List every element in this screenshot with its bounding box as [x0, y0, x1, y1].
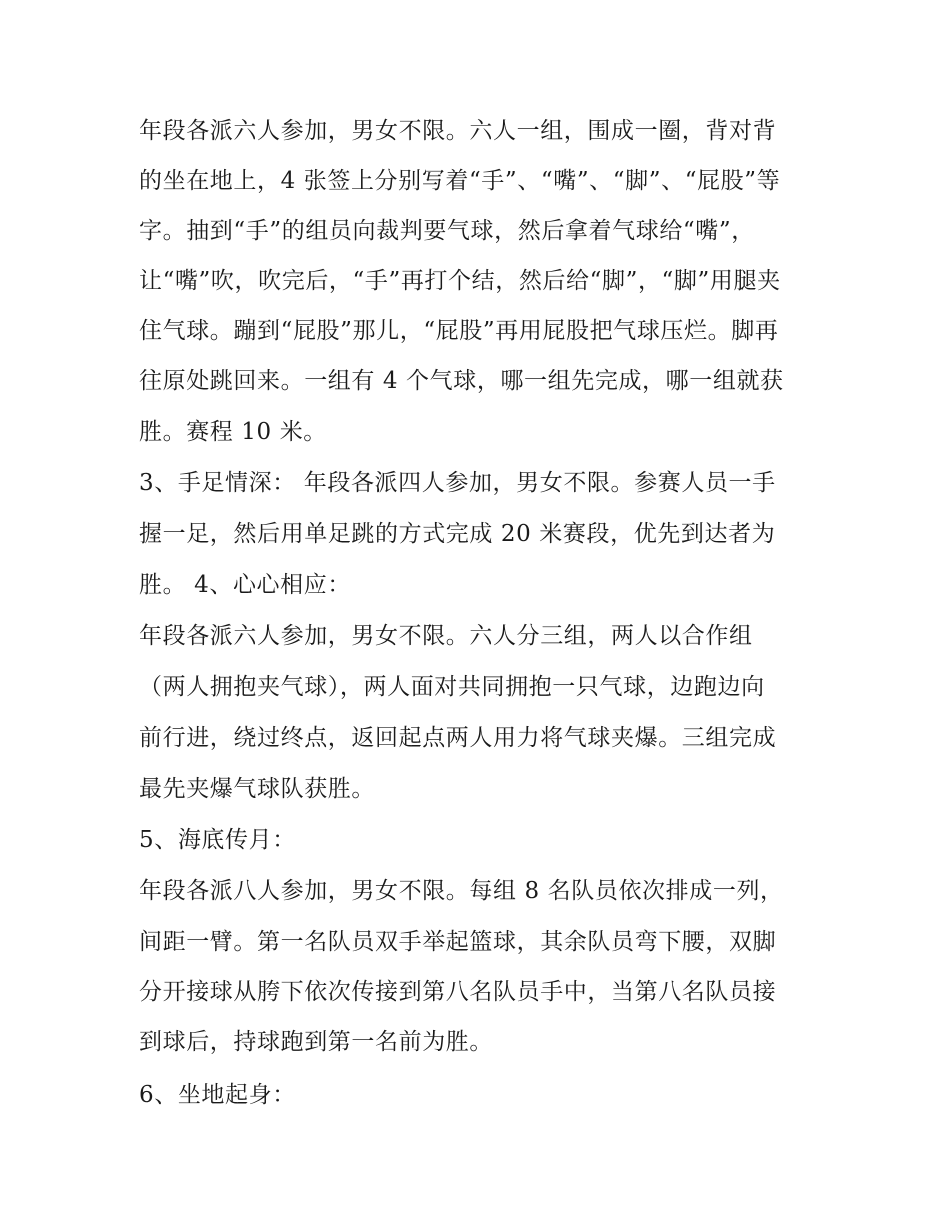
section-heading: 5、海底传月：	[139, 827, 296, 853]
text-line: 分开接球从胯下依次传接到第八名队员手中，当第八名队员接	[139, 979, 777, 1005]
section-heading: 3、手足情深： 年段各派四人参加，男女不限。参赛人员一手	[139, 470, 776, 496]
text-line: （两人拥抱夹气球），两人面对共同拥抱一只气球，边跑边向	[139, 674, 765, 700]
text-line: 让“嘴”吹，吹完后，“手”再打个结，然后给“脚”，“脚”用腿夹	[139, 268, 781, 294]
text-line: 前行进，绕过终点，返回起点两人用力将气球夹爆。三组完成	[139, 725, 777, 751]
text-line: 字。抽到“手”的组员向裁判要气球，然后拿着气球给“嘴”，	[139, 218, 755, 244]
text-line: 年段各派六人参加，男女不限。六人一组，围成一圈，背对背	[139, 118, 777, 144]
text-line: 最先夹爆气球队获胜。	[139, 776, 375, 802]
text-line: 年段各派八人参加，男女不限。每组 8 名队员依次排成一列，	[139, 878, 784, 904]
text-line: 往原处跳回来。一组有 4 个气球，哪一组先完成，哪一组就获	[139, 368, 784, 394]
text-line: 间距一臂。第一名队员双手举起篮球，其余队员弯下腰，双脚	[139, 929, 777, 955]
text-line: 的坐在地上，4 张签上分别写着“手”、“嘴”、“脚”、“屁股”等	[139, 168, 781, 194]
section-heading: 胜。 4、心心相应：	[139, 572, 351, 598]
section-heading: 6、坐地起身：	[139, 1082, 296, 1108]
text-line: 年段各派六人参加，男女不限。六人分三组，两人以合作组	[139, 623, 753, 649]
text-line: 握一足，然后用单足跳的方式完成 20 米赛段，优先到达者为	[139, 521, 776, 547]
text-line: 住气球。蹦到“屁股”那儿，“屁股”再用屁股把气球压烂。脚再	[139, 318, 779, 344]
text-line: 到球后，持球跑到第一名前为胜。	[139, 1029, 493, 1055]
text-line: 胜。赛程 10 米。	[139, 419, 327, 445]
